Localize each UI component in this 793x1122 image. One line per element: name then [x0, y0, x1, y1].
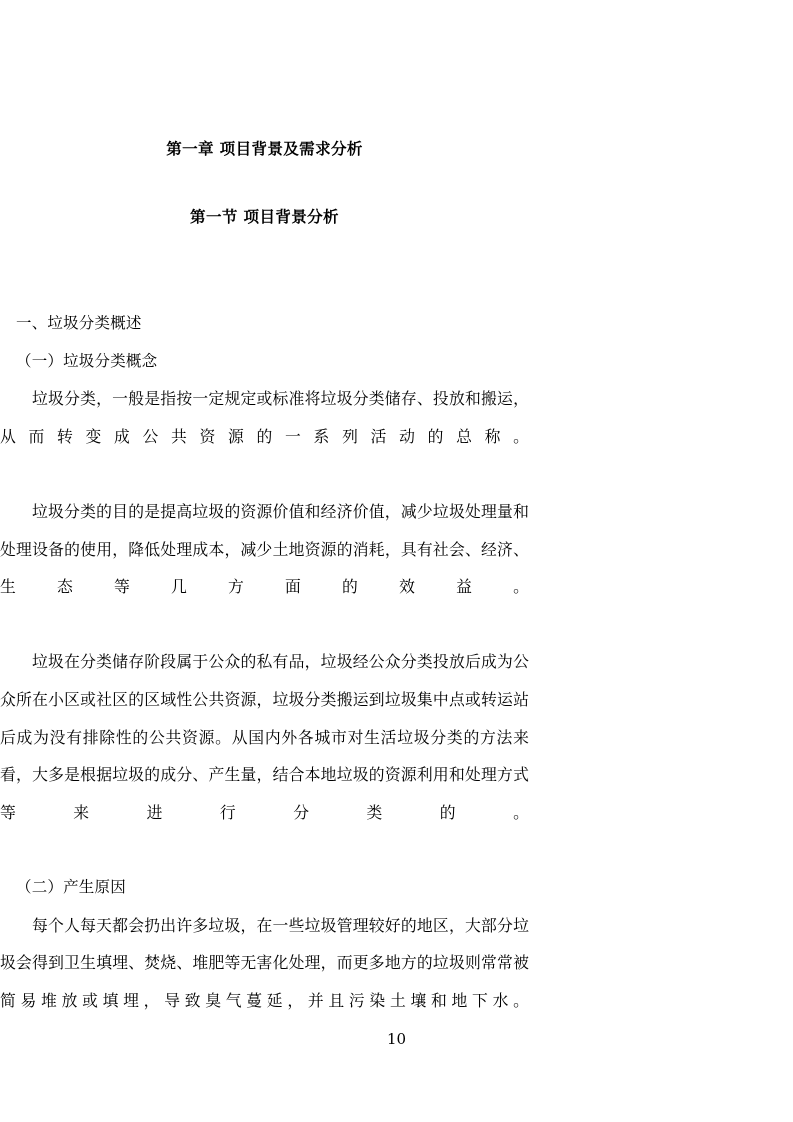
chapter-heading: 第一章 项目背景及需求分析	[166, 139, 363, 159]
body-sub-heading: （一）垃圾分类概念	[16, 351, 158, 370]
document-body	[0, 305, 529, 1057]
body-sub-heading: （二）产生原因	[16, 877, 126, 896]
body-sub-heading: 一、垃圾分类概述	[16, 314, 142, 332]
body-paragraph: 垃圾分类，一般是指按一定规定或标准将垃圾分类储存、投放和搬运，从而转变成公共资源的一系列活动的总称。	[0, 389, 529, 446]
section-heading: 第一节 项目背景分析	[190, 206, 339, 226]
page-number: 10	[386, 1030, 407, 1048]
body-paragraph: 垃圾分类的目的是提高垃圾的资源价值和经济价值，减少垃圾处理量和处理设备的使用，降低处理成本，减少土地资源的消耗，具有社会、经济、生态等几方面的效益。	[0, 501, 529, 597]
body-paragraph: 垃圾在分类储存阶段属于公众的私有品，垃圾经公众分类投放后成为公众所在小区或社区的区域性公共资源，垃圾分类搬运到垃圾集中点或转运站后成为没有排除性的公共资源。从国内外各城市对生活垃圾分类的方法来看，大多是根据垃圾的成分、产生量，结合本地垃圾的资源利用和处理方式等来进行分类的。	[0, 652, 529, 822]
body-paragraph: 每个人每天都会扔出许多垃圾，在一些垃圾管理较好的地区，大部分垃圾会得到卫生填埋、焚烧、堆肥等无害化处理，而更多地方的垃圾则常常被简易堆放或填埋，导致臭气蔓延，并且污染土壤和地下水。	[0, 915, 529, 1010]
